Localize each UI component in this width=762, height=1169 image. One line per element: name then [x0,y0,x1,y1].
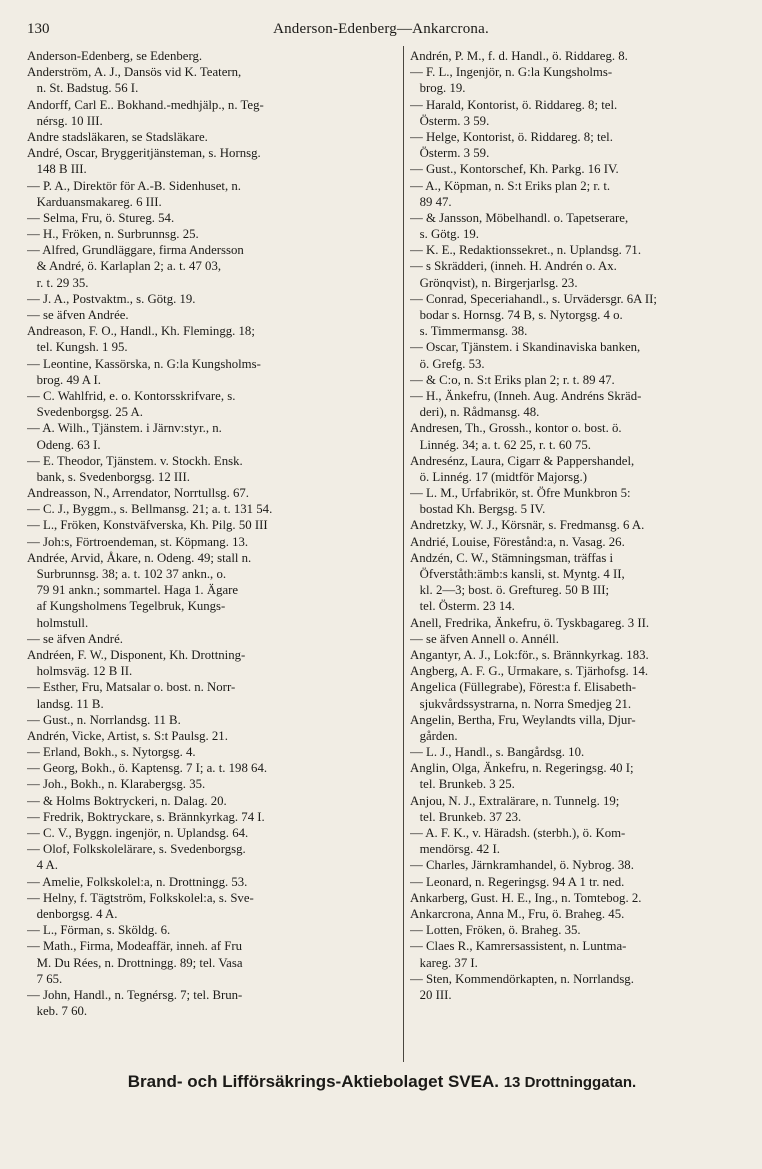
directory-entry-line: 89 47. [410,194,452,209]
directory-entry-line: — Helge, Kontorist, ö. Riddareg. 8; tel. [410,129,613,144]
directory-entry-line: Ankarcrona, Anna M., Fru, ö. Braheg. 45. [410,906,625,921]
directory-entry-line: & André, ö. Karlaplan 2; a. t. 47 03, [27,259,222,274]
directory-entry-line: — K. E., Redaktionssekret., n. Uplandsg. 71. [410,243,642,258]
directory-entry-line: — Esther, Fru, Matsalar o. bost. n. Norr- [27,680,236,695]
directory-entry-line: holmsväg. 12 B II. [27,664,133,679]
directory-entry-line: Andretzky, W. J., Körsnär, s. Fredmansg. 6 A. [410,518,645,533]
directory-entry-line: — Math., Firma, Modeaffär, inneh. af Fru [27,939,242,954]
directory-entry-line: af Kungsholmens Tegelbruk, Kungs- [27,599,226,614]
directory-entry-line: — L. M., Urfabrikör, st. Öfre Munkbron 5: [410,486,631,501]
directory-entry-line: ö. Grefg. 53. [410,356,485,371]
directory-entry-line: tel. Österm. 23 14. [410,599,515,614]
directory-entry-line: Angelica (Füllegrabe), Förest:a f. Elisabeth- [410,680,637,695]
directory-entry-line: — & Jansson, Möbelhandl. o. Tapetserare, [410,210,629,225]
directory-entry-line: holmstull. [27,615,89,630]
directory-entry-line: — Joh:s, Förtroendeman, st. Köpmang. 13. [27,534,249,549]
directory-entry-line: Andzén, C. W., Stämningsman, träffas i [410,550,614,565]
directory-entry-line: tel. Brunkeb. 37 23. [410,809,522,824]
directory-entry-line: Andre stadsläkaren, se Stadsläkare. [27,129,208,144]
page-header [27,21,735,41]
directory-entry-line: 79 91 ankn.; sommartel. Haga 1. Ägare [27,583,239,598]
left-column [27,48,397,1019]
directory-entry-line: M. Du Rées, n. Drottningg. 89; tel. Vasa [27,955,243,970]
directory-entry-line: — H., Änkefru, (Inneh. Aug. Andréns Skräd- [410,388,642,403]
directory-entry-line: — A. Wilh., Tjänstem. i Järnv:styr., n. [27,421,222,436]
directory-entry-line: — L., Fröken, Konstväfverska, Kh. Pilg. 50 III [27,518,268,533]
directory-entry-line: — se äfven Andrée. [27,308,129,322]
right-column [410,48,740,1003]
directory-entry-line: brog. 49 A I. [27,372,101,387]
directory-entry-line: — H., Fröken, n. Surbrunnsg. 25. [27,227,199,242]
directory-entry-line: tel. Kungsh. 1 95. [27,340,128,355]
directory-entry-line: — C. Wahlfrid, e. o. Kontorsskrifvare, s. [27,388,236,403]
directory-entry-line: Andreason, F. O., Handl., Kh. Flemingg. 18; [27,324,255,339]
directory-entry-line: gården. [410,728,458,743]
directory-entry-line: — L., Förman, s. Sköldg. 6. [27,923,171,938]
directory-entry-line: — Leontine, Kassörska, n. G:la Kungsholms- [27,356,261,371]
directory-entry-line: — C. V., Byggn. ingenjör, n. Uplandsg. 64. [27,826,249,840]
directory-entry-line: mendörsg. 42 I. [410,842,500,857]
directory-entry-line: s. Timmermansg. 38. [410,324,528,339]
directory-entry-line: Anell, Fredrika, Änkefru, ö. Tyskbagareg. 3 II. [410,615,650,630]
directory-entry-line: 4 A. [27,858,58,873]
directory-entry-line: Andorff, Carl E.. Bokhand.-medhjälp., n. Teg- [27,97,264,112]
directory-entry-line: denborgsg. 4 A. [27,906,118,921]
directory-entry-line: — Olof, Folkskolelärare, s. Svedenborgsg. [27,842,246,857]
directory-entry-line: Angantyr, A. J., Lok:för., s. Brännkyrkag. 183. [410,647,649,662]
directory-entry-line: — L. J., Handl., s. Bangårdsg. 10. [410,745,585,760]
page-number: 130 [27,21,50,37]
directory-entry-line: — John, Handl., n. Tegnérsg. 7; tel. Brun- [27,987,243,1002]
directory-entry-line: n. St. Badstug. 56 I. [27,81,139,96]
directory-entry-line: — Alfred, Grundläggare, firma Andersson [27,243,244,258]
directory-entry-line: — Gust., Kontorschef, Kh. Parkg. 16 IV. [410,162,619,177]
directory-entry-line: 20 III. [410,987,452,1002]
directory-entry-line: — se äfven Annell o. Annéll. [410,631,559,646]
directory-entry-line: André, Oscar, Bryggeritjänsteman, s. Hornsg. [27,146,261,161]
directory-entry-line: deri), n. Rådmansg. 48. [410,405,540,420]
directory-entry-line: Andrié, Louise, Förestånd:a, n. Vasag. 26. [410,534,625,549]
directory-entry-line: — A. F. K., v. Häradsh. (sterbh.), ö. Kom- [410,826,626,840]
directory-entry-line: — & C:o, n. S:t Eriks plan 2; r. t. 89 47. [410,372,615,387]
directory-entry-line: — A., Köpman, n. S:t Eriks plan 2; r. t. [410,178,611,193]
directory-entry-line: landsg. 11 B. [27,696,104,711]
directory-entry-line: — Harald, Kontorist, ö. Riddareg. 8; tel. [410,97,618,112]
directory-entry-line: — P. A., Direktör för A.-B. Sidenhuset, n. [27,178,241,193]
directory-entry-line: r. t. 29 35. [27,275,89,290]
directory-entry-line: — Sten, Kommendörkapten, n. Norrlandsg. [410,971,634,986]
directory-entry-line: bostad Kh. Bergsg. 5 IV. [410,502,546,517]
directory-entry-line: Andreasson, N., Arrendator, Norrtullsg. 67. [27,486,249,501]
directory-entry-line: Anjou, N. J., Extralärare, n. Tunnelg. 19; [410,793,620,808]
directory-entry-line: — E. Theodor, Tjänstem. v. Stockh. Ensk. [27,453,243,468]
directory-entry-line: — Conrad, Speceriahandl., s. Urvädersgr. 6A II; [410,291,657,306]
directory-entry-line: Andresénz, Laura, Cigarr & Pappershandel, [410,453,635,468]
directory-entry-line: — Selma, Fru, ö. Stureg. 54. [27,210,175,225]
directory-entry-line: — Claes R., Kamrersassistent, n. Luntma- [410,939,627,954]
directory-entry-line: bodar s. Hornsg. 74 B, s. Nytorgsg. 4 o. [410,308,623,322]
directory-entry-line: Svedenborgsg. 25 A. [27,405,144,420]
directory-entry-line: bank, s. Svedenborgsg. 12 III. [27,469,190,484]
directory-entry-line: Odeng. 63 I. [27,437,101,452]
directory-entry-line: brog. 19. [410,81,466,96]
directory-entry-line: nérsg. 10 III. [27,113,103,128]
directory-entry-line: — Leonard, n. Regeringsg. 94 A 1 tr. ned. [410,874,625,889]
directory-entry-line: Österm. 3 59. [410,146,490,161]
directory-entry-line: 148 B III. [27,162,87,177]
directory-entry-line: Anderson-Edenberg, se Edenberg. [27,49,203,63]
directory-entry-line: sjukvårdssystrarna, n. Norra Smedjeg 21. [410,696,632,711]
running-title: Anderson-Edenberg—Ankarcrona. [273,21,489,37]
directory-entry-line: — C. J., Byggm., s. Bellmansg. 21; a. t. 131 54. [27,502,273,517]
directory-entry-line: Angelin, Bertha, Fru, Weylandts villa, Djur- [410,712,636,727]
column-divider [403,46,404,1062]
directory-entry-line: — Georg, Bokh., ö. Kaptensg. 7 I; a. t. 198 64. [27,761,268,776]
directory-entry-line: — Fredrik, Boktryckare, s. Brännkyrkag. 74 I. [27,809,265,824]
directory-entry-line: Österm. 3 59. [410,113,490,128]
directory-entry-line: — J. A., Postvaktm., s. Götg. 19. [27,291,196,306]
advertisement-footer [27,1072,737,1092]
advertisement-address: 13 Drottninggatan. [503,1074,637,1091]
directory-entry-line: — Oscar, Tjänstem. i Skandinaviska banken, [410,340,641,355]
directory-entry-line: Öfverståth:ämb:s kansli, st. Myntg. 4 II, [410,567,625,581]
directory-entry-line: Grönqvist), n. Birgerjarlsg. 23. [410,275,578,290]
directory-entry-line: — s Skrädderi, (inneh. H. Andrén o. Ax. [410,259,617,274]
directory-entry-line: ö. Linnég. 17 (midtför Majorsg.) [410,469,587,484]
directory-entry-line: — Erland, Bokh., s. Nytorgsg. 4. [27,745,196,760]
directory-entry-line: s. Götg. 19. [410,227,479,242]
directory-entry-line: Linnég. 34; a. t. 62 25, r. t. 60 75. [410,437,591,452]
directory-entry-line: Ankarberg, Gust. H. E., Ing., n. Tomtebog. 2. [410,890,642,905]
directory-entry-line: Andrén, Vicke, Artist, s. S:t Paulsg. 21. [27,728,228,743]
directory-entry-line: Andresen, Th., Grossh., kontor o. bost. ö. [410,421,622,436]
directory-entry-line: Andrée, Arvid, Åkare, n. Odeng. 49; stall n. [27,550,252,565]
directory-entry-line: — F. L., Ingenjör, n. G:la Kungsholms- [410,65,613,80]
directory-entry-line: Anderström, A. J., Dansös vid K. Teatern, [27,65,242,80]
directory-entry-line: — Gust., n. Norrlandsg. 11 B. [27,712,181,727]
directory-entry-line: tel. Brunkeb. 3 25. [410,777,515,792]
advertisement-company: Brand- och Lifförsäkrings-Aktiebolaget SVEA. [127,1072,499,1091]
directory-entry-line: Surbrunnsg. 38; a. t. 102 37 ankn., o. [27,567,227,581]
directory-entry-line: 7 65. [27,971,63,986]
directory-entry-line: keb. 7 60. [27,1004,88,1019]
directory-entry-line: Andréen, F. W., Disponent, Kh. Drottning- [27,647,246,662]
directory-entry-line: Andrén, P. M., f. d. Handl., ö. Riddareg. 8. [410,49,628,63]
directory-entry-line: — Amelie, Folkskolel:a, n. Drottningg. 53. [27,874,248,889]
directory-entry-line: Angberg, A. F. G., Urmakare, s. Tjärhofsg. 14. [410,664,649,679]
directory-entry-line: — Joh., Bokh., n. Klarabergsg. 35. [27,777,206,792]
directory-entry-line: Anglin, Olga, Änkefru, n. Regeringsg. 40 I; [410,761,634,776]
directory-entry-line: kl. 2—3; bost. ö. Greftureg. 50 B III; [410,583,610,598]
directory-entry-line: kareg. 37 I. [410,955,478,970]
directory-entry-line: — Lotten, Fröken, ö. Braheg. 35. [410,923,581,938]
directory-entry-line: — se äfven André. [27,631,123,646]
directory-entry-line: Karduansmakareg. 6 III. [27,194,162,209]
directory-entry-line: — Helny, f. Tägtström, Folkskolel:a, s. Sve- [27,890,254,905]
directory-entry-line: — & Holms Boktryckeri, n. Dalag. 20. [27,793,227,808]
directory-entry-line: — Charles, Järnkramhandel, ö. Nybrog. 38. [410,858,634,873]
